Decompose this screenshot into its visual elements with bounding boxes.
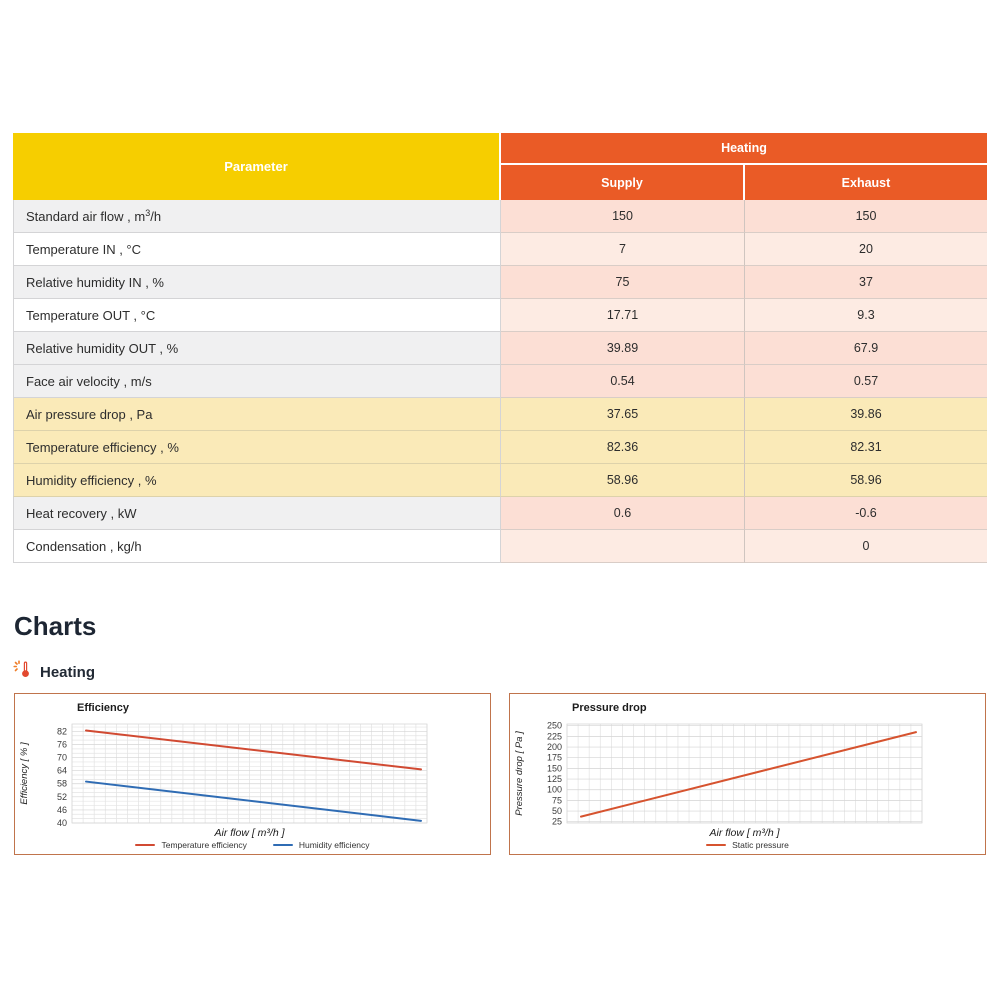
parameter-label: Condensation , kg/h: [13, 530, 501, 563]
svg-text:58: 58: [56, 778, 67, 789]
legend-item: [135, 840, 246, 850]
supply-value: 7: [501, 233, 744, 266]
efficiency-chart: [14, 693, 491, 855]
svg-text:82: 82: [56, 726, 67, 737]
exhaust-value: 39.86: [744, 398, 987, 431]
exhaust-header-cell: Exhaust: [743, 165, 987, 200]
exhaust-value: 37: [744, 266, 987, 299]
exhaust-value: 150: [744, 200, 987, 233]
svg-text:75: 75: [551, 795, 562, 806]
legend-swatch: [135, 844, 155, 847]
table-row: [13, 365, 987, 398]
svg-text:Pressure drop: Pressure drop: [572, 702, 647, 714]
svg-text:52: 52: [56, 791, 67, 802]
supply-value: 0.54: [501, 365, 744, 398]
heating-subsection-label: Heating: [40, 663, 96, 681]
svg-text:225: 225: [546, 731, 562, 742]
pressure-drop-chart-legend: [510, 840, 985, 850]
supply-value: 75: [501, 266, 744, 299]
exhaust-value: 58.96: [744, 464, 987, 497]
thermometer-sun-icon: [13, 660, 32, 684]
heating-header-group: [501, 133, 987, 200]
svg-text:70: 70: [56, 752, 67, 763]
exhaust-value: 0: [744, 530, 987, 563]
parameter-label: Relative humidity OUT , %: [13, 332, 501, 365]
svg-text:64: 64: [56, 765, 67, 776]
svg-text:50: 50: [551, 806, 562, 817]
svg-text:Air flow [ m³/h ]: Air flow [ m³/h ]: [214, 827, 285, 839]
svg-text:25: 25: [551, 816, 562, 827]
table-header: [13, 133, 987, 200]
svg-text:100: 100: [546, 784, 562, 795]
svg-text:40: 40: [56, 818, 67, 828]
supply-value: 37.65: [501, 398, 744, 431]
supply-value: 58.96: [501, 464, 744, 497]
parameters-table: [13, 133, 987, 563]
svg-text:Efficiency: Efficiency: [77, 702, 129, 714]
pressure-drop-chart-canvas: [510, 694, 987, 840]
table-row: [13, 398, 987, 431]
efficiency-chart-canvas: [15, 694, 492, 840]
charts-section-title: Charts: [14, 611, 97, 641]
supply-value: [501, 530, 744, 563]
efficiency-chart-legend: [15, 840, 490, 850]
supply-value: 82.36: [501, 431, 744, 464]
table-row: [13, 332, 987, 365]
parameter-label: Face air velocity , m/s: [13, 365, 501, 398]
svg-text:175: 175: [546, 752, 562, 763]
parameter-label: Temperature OUT , °C: [13, 299, 501, 332]
chart-svg: [510, 694, 985, 840]
parameter-header-cell: Parameter: [13, 133, 501, 200]
svg-text:250: 250: [546, 720, 562, 731]
exhaust-value: -0.6: [744, 497, 987, 530]
supply-value: 39.89: [501, 332, 744, 365]
legend-label: Humidity efficiency: [298, 840, 370, 850]
exhaust-value: 82.31: [744, 431, 987, 464]
exhaust-value: 9.3: [744, 299, 987, 332]
parameter-label: Humidity efficiency , %: [13, 464, 501, 497]
heating-header-cell: Heating: [501, 133, 987, 165]
parameter-label: Temperature efficiency , %: [13, 431, 501, 464]
svg-text:76: 76: [56, 739, 67, 750]
exhaust-value: 67.9: [744, 332, 987, 365]
parameter-label: Heat recovery , kW: [13, 497, 501, 530]
table-row: [13, 464, 987, 497]
svg-text:150: 150: [546, 763, 562, 774]
parameter-label: Air pressure drop , Pa: [13, 398, 501, 431]
legend-label: Temperature efficiency: [161, 840, 247, 850]
svg-text:Pressure drop [ Pa ]: Pressure drop [ Pa ]: [514, 731, 525, 816]
table-row: [13, 233, 987, 266]
table-body: [13, 200, 987, 563]
table-row: [13, 497, 987, 530]
supply-value: 150: [501, 200, 744, 233]
table-row: [13, 431, 987, 464]
charts-row: [14, 693, 986, 855]
parameter-label: Temperature IN , °C: [13, 233, 501, 266]
supply-value: 0.6: [501, 497, 744, 530]
legend-swatch: [706, 844, 726, 847]
svg-text:200: 200: [546, 742, 562, 753]
legend-item: [706, 840, 789, 850]
pressure-drop-chart: [509, 693, 986, 855]
exhaust-value: 0.57: [744, 365, 987, 398]
svg-text:Air flow [ m³/h ]: Air flow [ m³/h ]: [709, 827, 780, 839]
svg-text:Efficiency [ % ]: Efficiency [ % ]: [19, 742, 30, 805]
table-row: [13, 530, 987, 563]
svg-text:46: 46: [56, 804, 67, 815]
table-row: [13, 266, 987, 299]
legend-swatch: [273, 844, 293, 847]
heating-subsection: [13, 660, 95, 684]
legend-item: [273, 840, 370, 850]
supply-header-cell: Supply: [501, 165, 743, 200]
table-row: [13, 200, 987, 233]
parameter-label: Relative humidity IN , %: [13, 266, 501, 299]
legend-label: Static pressure: [732, 840, 789, 850]
supply-value: 17.71: [501, 299, 744, 332]
sub-header-row: [501, 165, 987, 200]
exhaust-value: 20: [744, 233, 987, 266]
chart-svg: [15, 694, 490, 840]
parameter-label: Standard air flow , m 3 /h: [13, 200, 501, 233]
svg-text:125: 125: [546, 774, 562, 785]
table-row: [13, 299, 987, 332]
